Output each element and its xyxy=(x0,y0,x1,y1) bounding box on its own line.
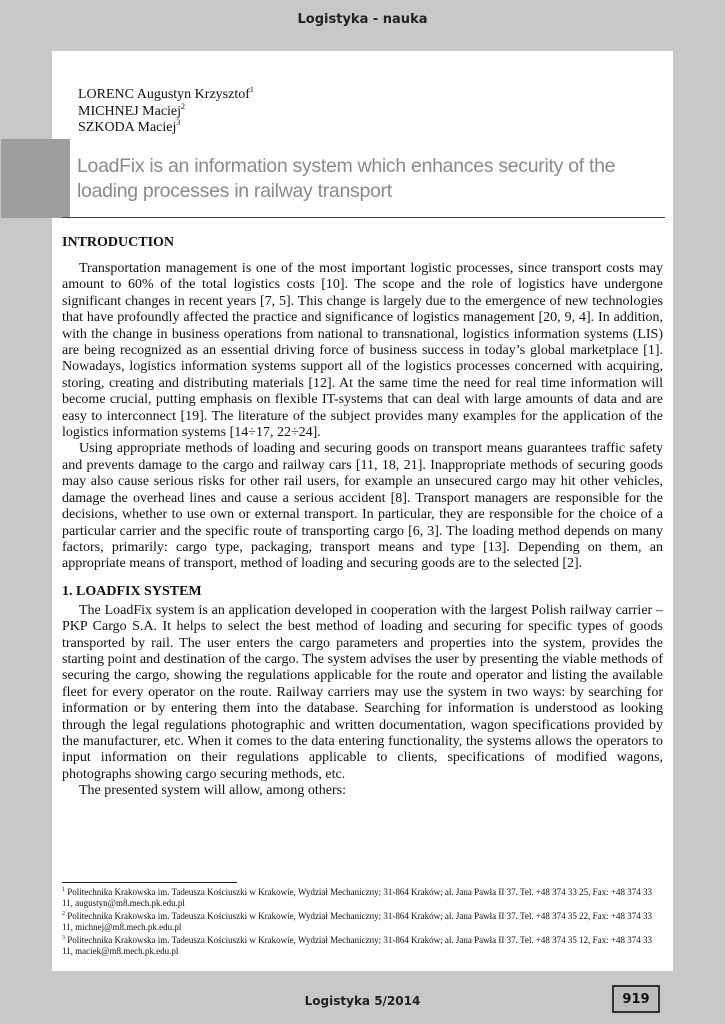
section-heading-loadfix-system: 1. LOADFIX SYSTEM xyxy=(62,583,202,599)
paragraph: Using appropriate methods of loading and securing goods on transport means guarantees traffic safety and prevents damage to the cargo and railway cars [11, 18, 21]. Inappropriate methods of securing goods may also cause serious risks for other rail users, for example an unsecured cargo may hit other vehicles, damage the overhead lines and cause a serious accident [8]. Transport managers are responsible for the decisions, whether to use own or external transport. In particular, they are responsible for the choice of a particular carrier and the specific route of transporting cargo [6, 3]. The loading method depends on many factors, primarily: cargo type, packaging, transport means and type [13]. Depending on them, an appropriate means of transport, method of loading and securing goods are to the selected [2]. xyxy=(62,441,663,572)
footnote-number: 1 xyxy=(62,887,65,893)
footnotes xyxy=(62,887,663,958)
footnote-number: 3 xyxy=(62,934,65,941)
title-accent-block xyxy=(1,139,70,218)
footnote-text: Politechnika Krakowska im. Tadeusza Kościuszki w Krakowie, Wydział Mechaniczny; 31-864 Kraków; al. Jana Pawła II 37. Tel. +48 374 35 22, Fax: +48 374 33 11, michnej@m8.mech.pk.edu.pl xyxy=(62,910,652,933)
paragraph: The LoadFix system is an application developed in cooperation with the largest Polish railway carrier – PKP Cargo S.A. It helps to select the best method of loading and securing for specific types of goods transported by rail. The user enters the cargo parameters and properties into the system, provides the starting point and destination of the cargo. The system advises the user by presenting the viable methods of securing the cargo, showing the regulations applicable for the route and operator and listing the available fleet for every operator on the route. Railway carriers may use the system in two ways: by searching for information or by entering them into the database. Searching for information is understood as looking through the legal regulations photographic and written documentation, wagon specifications provided by the manufacturer, etc. When it comes to the data entering functionality, the systems allows the operators to input information on their regulations applicable to clients, specifications of modified wagons, photographs showing cargo securing methods, etc. xyxy=(62,602,663,782)
journal-issue-footer: Logistyka 5/2014 xyxy=(304,994,421,1008)
section-heading-introduction: INTRODUCTION xyxy=(62,235,175,250)
author-ref: 3 xyxy=(176,118,181,127)
footnote-divider xyxy=(62,882,237,883)
title-divider xyxy=(62,217,665,218)
author-line xyxy=(78,101,254,121)
footnote xyxy=(62,911,663,934)
author-ref: 1 xyxy=(249,85,254,94)
paragraph: The presented system will allow, among others: xyxy=(79,783,346,799)
footnote xyxy=(62,887,663,910)
author-name: LORENC Augustyn Krzysztof xyxy=(78,87,250,102)
footnote-text: Politechnika Krakowska im. Tadeusza Kościuszki w Krakowie, Wydział Mechaniczny; 31-864 Kraków; al. Jana Pawła II 37. Tel. +48 374 33 25, Fax: +48 374 33 11, augustyn@m8.mech.pk.edu.pl xyxy=(62,887,652,909)
page-number: 919 xyxy=(612,985,660,1013)
author-name: MICHNEJ Maciej xyxy=(78,103,182,119)
footnote-number: 2 xyxy=(62,910,65,917)
footnote-text: Politechnika Krakowska im. Tadeusza Kościuszki w Krakowie, Wydział Mechaniczny; 31-864 Kraków; al. Jana Pawła II 37. Tel. +48 374 35 12, Fax: +48 374 33 11, maciek@m8.mech.pk.edu.pl xyxy=(62,934,652,957)
journal-section-header: Logistyka - nauka xyxy=(297,12,428,27)
author-name: SZKODA Maciej xyxy=(78,120,177,135)
author-list xyxy=(78,87,254,137)
paragraph: Transportation management is one of the most important logistic processes, since transport costs may amount to 60% of the total logistics costs [10]. The scope and the role of logistics have undergone significant changes in recent years [7, 5]. This change is largely due to the emergence of new technologies that have profoundly affected the practice and significance of logistics management [20, 9, 4]. In addition, with the change in business operations from national to transnational, logistics information systems (LIS) are being recognized as an essential driving force of business success in today’s global marketplace [1]. Nowadays, logistics information systems support all of the logistics processes concerned with acquiring, storing, creating and distributing materials [12]. At the same time the need for real time information will become crucial, putting emphasis on flexible IT-systems that can deal with large amounts of data and are easy to interconnect [19]. The literature of the subject provides many examples for the application of the logistics information systems [14÷17, 22÷24]. xyxy=(62,261,663,441)
author-line xyxy=(78,120,254,137)
article-body xyxy=(62,234,663,800)
author-line xyxy=(78,87,254,104)
article-title: LoadFix is an information system which enhances security of the loading processes in railway transport xyxy=(77,155,616,202)
footnote xyxy=(62,935,663,958)
author-ref: 2 xyxy=(181,101,186,111)
